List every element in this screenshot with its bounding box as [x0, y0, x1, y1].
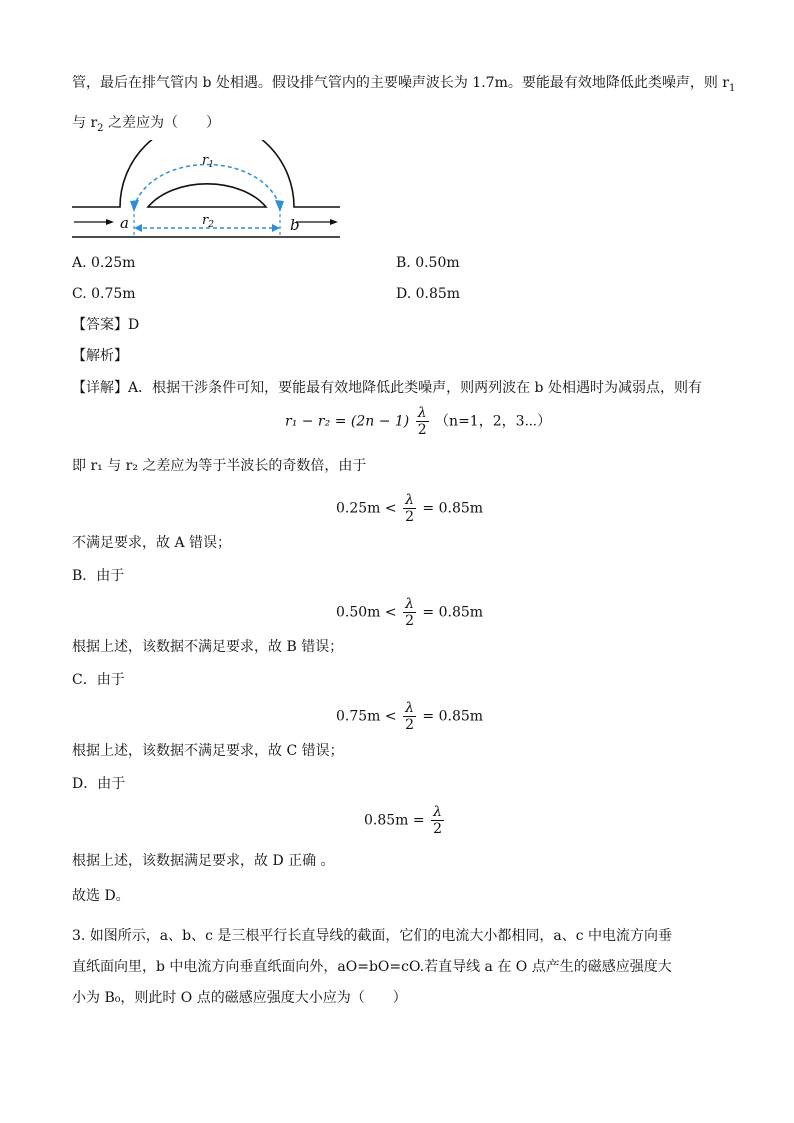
label-a: a: [120, 214, 129, 232]
detail-line: 【详解】A．根据干涉条件可知，要能最有效地降低此类噪声，则两列波在 b 处相遇时为减弱点，则有: [72, 380, 702, 396]
inflow-arrowhead: [106, 219, 114, 225]
equation-d: 0.85m = $\frac{\lambda}{2}$: [364, 804, 442, 837]
option-c[interactable]: C. 0.75m: [72, 286, 136, 302]
pipe-figure: [70, 140, 345, 245]
r2-arrowhead-right: [272, 224, 280, 232]
label-r1: $r_1$: [202, 153, 214, 170]
equation-b: 0.50m < $\frac{\lambda}{2}$ = 0.85m: [336, 596, 484, 629]
r2-arrowhead-left: [134, 224, 142, 232]
r1-path-arrow: [134, 165, 280, 208]
a-conclusion: 不满足要求，故 A 错误；: [72, 535, 232, 551]
option-a[interactable]: A. 0.25m: [72, 255, 136, 271]
question-stem-line2: 与 $r_2$ 之差应为（ ）: [72, 115, 220, 134]
question3-line1: 3. 如图所示，a、b、c 是三根平行长直导线的截面，它们的电流大小都相同，a、c 中电流方向垂: [72, 928, 673, 944]
final-answer: 故选 D。: [72, 888, 130, 904]
c-conclusion: 根据上述，该数据不满足要求，故 C 错误；: [72, 743, 344, 759]
question-stem-line1: 管，最后在排气管内 b 处相遇。假设排气管内的主要噪声波长为 1.7m。要能最有效地降低此类噪声，则 $r_1$: [72, 75, 736, 94]
option-b[interactable]: B. 0.50m: [396, 255, 460, 271]
lambda-over-2: $\frac{\lambda}{2}$: [417, 405, 427, 438]
equation-c: 0.75m < $\frac{\lambda}{2}$ = 0.85m: [336, 700, 484, 733]
label-r2: $r_2$: [202, 213, 214, 230]
question3-line2: 直纸面向里，b 中电流方向垂直纸面向外，aO=bO=cO.若直导线 a 在 O 点产生的磁感应强度大: [72, 959, 672, 975]
pipe-outer-wall: [72, 140, 340, 207]
outflow-arrowhead: [330, 219, 338, 225]
b-conclusion: 根据上述，该数据不满足要求，故 B 错误；: [72, 639, 344, 655]
pipe-inner-arch: [148, 184, 266, 207]
analysis-title: 【解析】: [72, 348, 128, 364]
d-conclusion: 根据上述，该数据满足要求，故 D 正确 。: [72, 853, 335, 869]
equation-a: 0.25m < $\frac{\lambda}{2}$ = 0.85m: [336, 492, 484, 525]
option-d[interactable]: D. 0.85m: [396, 286, 461, 302]
label-b: b: [290, 216, 300, 234]
answer-line: 【答案】D: [72, 317, 140, 333]
question3-line3: 小为 B₀，则此时 O 点的磁感应强度大小应为（ ）: [72, 990, 407, 1006]
interference-formula: r₁ − r₂ = (2n − 1) $\frac{\lambda}{2}$ （n=1，2，3⋯）: [285, 405, 552, 438]
c-head: C．由于: [72, 672, 125, 688]
explain-line: 即 r₁ 与 r₂ 之差应为等于半波长的奇数倍，由于: [72, 458, 367, 474]
d-head: D．由于: [72, 776, 126, 792]
b-head: B．由于: [72, 568, 125, 584]
